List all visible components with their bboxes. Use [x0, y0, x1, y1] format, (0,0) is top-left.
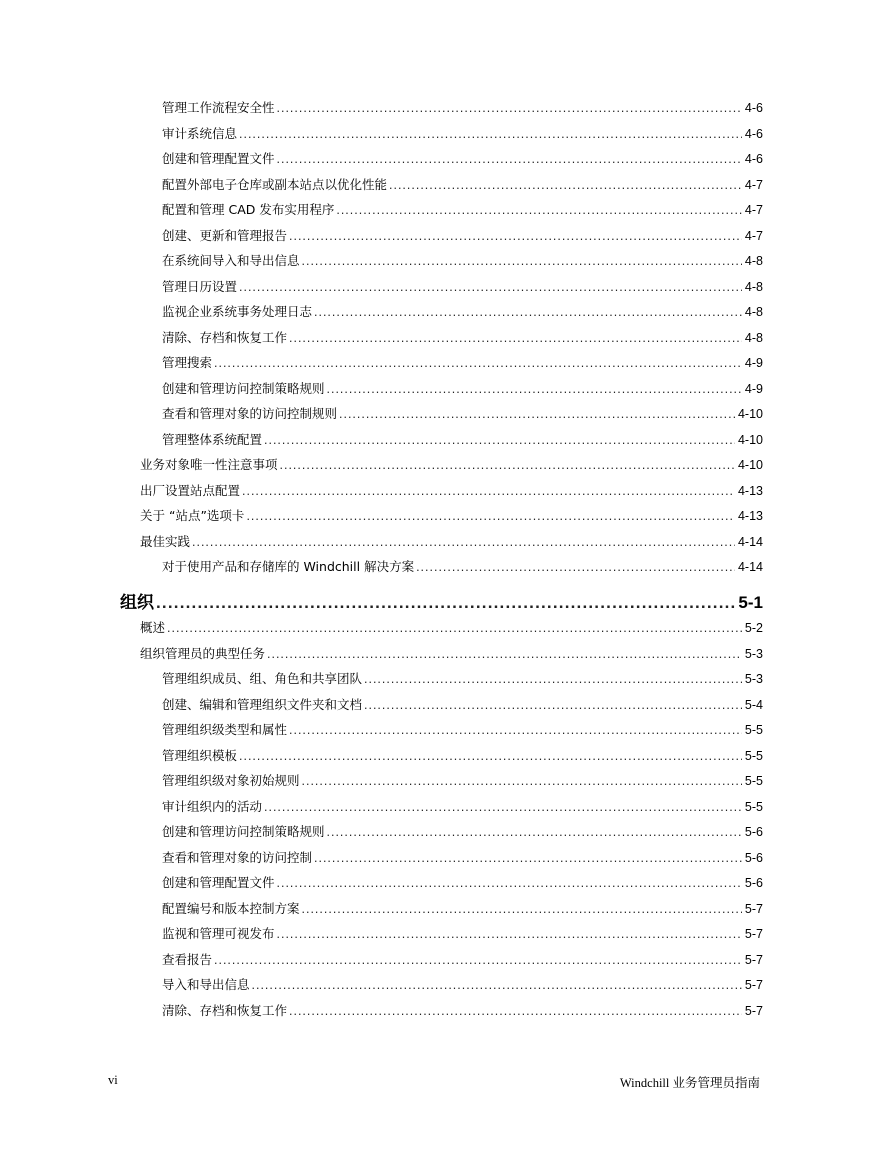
toc-dot-leader — [327, 379, 742, 399]
toc-entry-page: 4-6 — [744, 126, 763, 141]
toc-entry-page: 5-7 — [744, 952, 763, 967]
toc-entry-title: 最佳实践 — [140, 533, 191, 549]
toc-entry-page: 4-7 — [744, 228, 763, 243]
toc-entry-page: 5-4 — [744, 697, 763, 712]
toc-entry-title: 创建和管理访问控制策略规则 — [162, 824, 325, 839]
toc-dot-leader — [264, 430, 735, 450]
toc-entry-page: 5-7 — [744, 1003, 763, 1018]
toc-dot-leader — [277, 924, 742, 944]
toc-entry-page: 4-8 — [744, 305, 763, 319]
toc-entry-title: 管理组织模板 — [162, 747, 238, 763]
toc-entry[interactable] — [162, 950, 763, 970]
toc-dot-leader — [239, 277, 742, 297]
toc-dot-leader — [389, 175, 742, 195]
toc-entry[interactable] — [162, 720, 763, 740]
toc-entry[interactable] — [162, 557, 763, 577]
toc-entry-title: 管理组织级对象初始规则 — [162, 773, 300, 788]
toc-entry[interactable] — [162, 226, 763, 246]
toc-dot-leader — [246, 506, 735, 526]
toc-entry[interactable] — [162, 379, 763, 399]
toc-entry[interactable] — [162, 771, 763, 791]
toc-entry[interactable] — [162, 200, 763, 220]
toc-dot-leader — [264, 797, 742, 817]
toc-entry[interactable] — [140, 455, 763, 475]
toc-entry-page: 5-5 — [744, 748, 763, 763]
toc-entry-page: 5-6 — [744, 825, 763, 839]
toc-entry[interactable] — [162, 124, 763, 144]
toc-entry-page: 5-3 — [744, 672, 763, 686]
toc-entry-page: 5-5 — [744, 774, 763, 788]
toc-entry[interactable] — [162, 924, 763, 944]
toc-entry[interactable] — [162, 404, 763, 424]
toc-entry[interactable] — [140, 481, 763, 501]
toc-entry-page: 5-2 — [744, 621, 763, 635]
toc-dot-leader — [289, 226, 742, 246]
toc-dot-leader — [242, 481, 735, 501]
toc-entry-title: 在系统间导入和导出信息 — [162, 253, 300, 268]
toc-entry[interactable] — [162, 430, 763, 450]
toc-entry-title: 对于使用产品和存储库的 Windchill 解决方案 — [162, 559, 415, 574]
toc-dot-leader — [214, 950, 742, 970]
toc-entry-page: 4-7 — [744, 203, 763, 217]
toc-entry-title: 查看和管理对象的访问控制规则 — [162, 406, 338, 421]
toc-entry-title: 创建、更新和管理报告 — [162, 227, 288, 243]
toc-entry[interactable] — [162, 1001, 763, 1021]
toc-entry-title: 导入和导出信息 — [162, 977, 250, 992]
toc-dot-leader — [267, 644, 742, 664]
toc-entry-page: 4-7 — [744, 177, 763, 192]
toc-entry-title: 管理整体系统配置 — [162, 431, 263, 447]
toc-entry-title: 清除、存档和恢复工作 — [162, 1002, 288, 1018]
toc-entry-page: 4-8 — [744, 254, 763, 268]
toc-entry-title: 审计系统信息 — [162, 125, 238, 141]
footer-book-title: Windchill 业务管理员指南 — [619, 1076, 760, 1090]
toc-entry[interactable] — [162, 328, 763, 348]
toc-entry[interactable] — [140, 644, 763, 664]
toc-entry-title: 管理日历设置 — [162, 278, 238, 294]
toc-entry-page: 4-14 — [737, 534, 763, 549]
toc-dot-leader — [239, 746, 742, 766]
toc-entry-title: 创建和管理配置文件 — [162, 875, 275, 890]
toc-dot-leader — [302, 899, 742, 919]
toc-entry[interactable] — [162, 975, 763, 995]
toc-entry-title: 管理工作流程安全性 — [162, 100, 275, 115]
toc-entry-title: 创建和管理配置文件 — [162, 151, 275, 166]
toc-entry-title: 出厂设置站点配置 — [140, 482, 241, 498]
toc-entry-title: 管理组织级类型和属性 — [162, 722, 288, 737]
toc-entry-title: 监视企业系统事务处理日志 — [162, 304, 313, 319]
toc-entry[interactable] — [162, 175, 763, 195]
toc-entry-page: 5-6 — [744, 876, 763, 890]
toc-entry-title: 管理组织成员、组、角色和共享团队 — [162, 671, 363, 686]
toc-dot-leader — [277, 873, 742, 893]
toc-dot-leader — [364, 669, 742, 689]
toc-entry[interactable] — [140, 532, 763, 552]
toc-entry-page: 5-7 — [744, 978, 763, 992]
footer-page-number: vi — [108, 1073, 118, 1087]
toc-entry[interactable] — [162, 746, 763, 766]
toc-entry-page: 4-9 — [744, 356, 763, 370]
toc-dot-leader — [277, 98, 742, 118]
toc-dot-leader — [314, 302, 742, 322]
toc-entry-page: 5-6 — [744, 850, 763, 865]
toc-entry-title: 概述 — [140, 620, 166, 635]
toc-dot-leader — [339, 404, 735, 424]
toc-entry-title: 查看报告 — [162, 951, 213, 967]
toc-entry[interactable] — [162, 669, 763, 689]
toc-dot-leader — [156, 590, 735, 616]
toc-entry-title: 清除、存档和恢复工作 — [162, 329, 288, 345]
toc-entry[interactable] — [162, 277, 763, 297]
toc-entry[interactable] — [162, 899, 763, 919]
toc-dot-leader — [277, 149, 742, 169]
toc-entry[interactable] — [162, 98, 763, 118]
toc-entry-title: 审计组织内的活动 — [162, 798, 263, 814]
toc-chapter-entry[interactable] — [120, 590, 763, 616]
toc-entry-title: 关于 “站点”选项卡 — [140, 508, 245, 523]
toc-dot-leader — [192, 532, 735, 552]
toc-entry-title: 查看和管理对象的访问控制 — [162, 849, 313, 865]
toc-entry[interactable] — [162, 149, 763, 169]
toc-entry-title: 创建和管理访问控制策略规则 — [162, 380, 325, 396]
toc-dot-leader — [416, 557, 735, 577]
toc-dot-leader — [289, 1001, 742, 1021]
toc-dot-leader — [302, 771, 742, 791]
toc-entry-title: 管理搜索 — [162, 355, 213, 370]
toc-dot-leader — [302, 251, 742, 271]
toc-entry[interactable] — [162, 873, 763, 893]
toc-entry-page: 4-10 — [737, 407, 763, 421]
toc-entry[interactable] — [162, 822, 763, 842]
toc-entry-title: 配置编号和版本控制方案 — [162, 900, 300, 916]
toc-dot-leader — [252, 975, 742, 995]
toc-entry-title: 组织管理员的典型任务 — [140, 645, 266, 661]
toc-dot-leader — [289, 328, 742, 348]
toc-dot-leader — [314, 848, 742, 868]
toc-dot-leader — [280, 455, 735, 475]
toc-entry-title: 配置外部电子仓库或副本站点以优化性能 — [162, 176, 388, 192]
toc-dot-leader — [167, 618, 742, 638]
toc-dot-leader — [336, 200, 742, 220]
toc-entry-page: 4-13 — [737, 483, 763, 498]
toc-entry-page: 4-6 — [744, 101, 763, 115]
toc-entry[interactable] — [140, 618, 763, 638]
toc-entry[interactable] — [162, 797, 763, 817]
toc-entry-page: 5-1 — [738, 592, 763, 612]
toc-entry-page: 5-3 — [744, 646, 763, 661]
toc-entry-page: 4-10 — [737, 458, 763, 472]
toc-entry[interactable] — [162, 251, 763, 271]
toc-entry-page: 4-9 — [744, 381, 763, 396]
toc-entry-title: 创建、编辑和管理组织文件夹和文档 — [162, 696, 363, 712]
toc-entry-title: 组织 — [120, 592, 154, 613]
toc-entry-title: 配置和管理 CAD 发布实用程序 — [162, 202, 335, 217]
toc-dot-leader — [364, 695, 742, 715]
toc-entry-title: 监视和管理可视发布 — [162, 926, 275, 941]
toc-entry-page: 4-14 — [737, 560, 763, 574]
toc-entry[interactable] — [162, 353, 763, 373]
toc-entry[interactable] — [162, 302, 763, 322]
toc-entry[interactable] — [162, 695, 763, 715]
toc-entry-page: 4-8 — [744, 330, 763, 345]
toc-entry-page: 5-5 — [744, 723, 763, 737]
toc-entry-title: 业务对象唯一性注意事项 — [140, 457, 278, 472]
toc-entry[interactable] — [140, 506, 763, 526]
toc-entry-page: 5-5 — [744, 799, 763, 814]
toc-entry-page: 5-7 — [744, 927, 763, 941]
toc-entry-page: 4-13 — [737, 509, 763, 523]
toc-entry-page: 4-6 — [744, 152, 763, 166]
toc-dot-leader — [327, 822, 742, 842]
toc-dot-leader — [239, 124, 742, 144]
toc-entry[interactable] — [162, 848, 763, 868]
toc-dot-leader — [214, 353, 742, 373]
toc-entry-page: 5-7 — [744, 901, 763, 916]
toc-entry-page: 4-10 — [737, 432, 763, 447]
toc-entry-page: 4-8 — [744, 279, 763, 294]
toc-dot-leader — [289, 720, 742, 740]
